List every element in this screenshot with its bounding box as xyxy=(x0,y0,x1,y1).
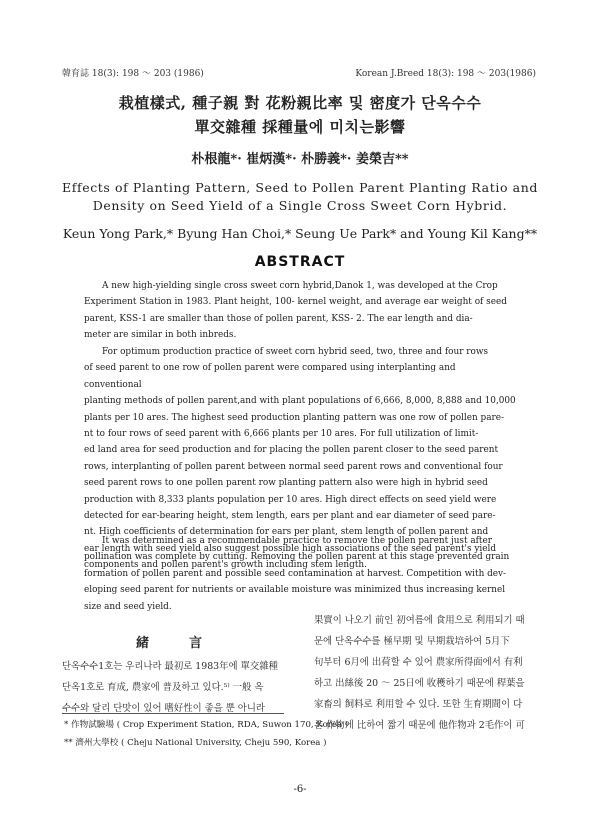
title-korean-line-1: 栽植樣式, 種子親 對 花粉親比率 및 密度가 단옥수수 xyxy=(118,94,482,112)
page-number: -6- xyxy=(293,784,307,795)
abstract-line: planting methods of pollen parent,and with plant populations of 6,666, 8,000, 8,888 and 10,000 xyxy=(84,396,516,407)
authors-korean: 朴根龍*· 崔炳漢*· 朴勝義*· 姜榮吉** xyxy=(191,152,409,167)
intro-line: 수수와 달리 단맛이 있어 嗜好性이 좋을 뿐 아니라 xyxy=(62,703,265,714)
abstract-paragraph-3 xyxy=(84,533,516,615)
abstract-line: plants per 10 ares. The highest seed production planting pattern was one row of pollen pare- xyxy=(84,412,504,423)
intro-left-column xyxy=(62,656,284,719)
abstract-heading: ABSTRACT xyxy=(254,254,346,270)
intro-line: 하고 出絲後 20 ～ 25日에 收穫하기 때문에 稈葉을 xyxy=(314,678,525,689)
abstract-line: nt. High coefficients of determination for ears per plant, stem length of pollen parent and xyxy=(84,527,489,538)
abstract-line: components and pollen parent's growth including stem length. xyxy=(84,560,367,571)
abstract-paragraph-1 xyxy=(84,278,516,344)
abstract-line: A new high-yielding single cross sweet corn hybrid,Danok 1, was developed at the Crop xyxy=(102,281,498,291)
abstract-line: size and seed yield. xyxy=(84,601,172,612)
title-english-line-1: Effects of Planting Pattern, Seed to Pollen Parent Planting Ratio and xyxy=(62,180,538,195)
abstract-line: ed land area for seed production and for placing the pollen parent closer to the seed parent xyxy=(84,445,499,456)
title-korean-line-2: 單交雜種 採種量에 미치는影響 xyxy=(194,118,406,136)
abstract-line: For optimum production practice of sweet corn hybrid seed, two, three and four rows xyxy=(102,347,489,357)
abstract-line: seed parent rows to one pollen parent row planting pattern also were high in hybrid seed xyxy=(84,478,488,489)
abstract-line: production with 8,333 plants population per 10 ares. High direct effects on seed yield were xyxy=(84,494,497,505)
intro-line: 果實이 나오기 前인 初여름에 食用으로 利用되기 때 xyxy=(314,615,525,626)
authors-english: Keun Yong Park,* Byung Han Choi,* Seung Ue Park* and Young Kil Kang** xyxy=(62,226,538,241)
journal-header-english: Korean J.Breed 18(3): 198 ～ 203(1986) xyxy=(355,69,536,79)
title-english-line-2: Density on Seed Yield of a Single Cross Sweet Corn Hybrid. xyxy=(92,198,508,213)
abstract-line: rows, interplanting of pollen parent between normal seed parent rows and conventional four xyxy=(84,461,503,472)
abstract-line: pollination was complete by cutting. Removing the pollen parent at this stage prevented grain xyxy=(84,552,510,563)
abstract-line: Experiment Station in 1983. Plant height, 100- kernel weight, and average ear weight of seed xyxy=(84,297,507,308)
intro-line: 문에 단옥수수를 極早期 및 早期栽培하여 5月下 xyxy=(314,636,510,647)
journal-header-korean: 韓育誌 18(3): 198 ～ 203 (1986) xyxy=(62,69,204,79)
intro-line: 家畜의 飼料로 利用할 수 있다. 또한 生育期間이 다 xyxy=(314,699,523,710)
abstract-line: It was determined as a recommendable practice to remove the pollen parent just after xyxy=(102,536,492,546)
intro-line: 른 作物에 比하여 짧기 때문에 他作物과 2毛作이 可 xyxy=(314,720,525,731)
abstract-line: formation of pollen parent and possible seed contamination at harvest. Competition with dev- xyxy=(84,568,507,579)
footnote-affiliation-1: * 作物試驗場 ( Crop Experiment Station, RDA, Suwon 170, Korea ) xyxy=(64,720,349,730)
abstract-line: nt to four rows of seed parent with 6,666 plants per 10 ares. For full utilization of limit- xyxy=(84,429,479,440)
abstract-line: of seed parent to one row of pollen parent were compared using interplanting and conventional xyxy=(84,363,456,390)
intro-line: 단옥1호로 育成, 農家에 普及하고 있다.⁵⁾ 一般 옥 xyxy=(62,682,264,693)
abstract-line: eloping seed parent for nutrients or available moisture was minimized thus increasing kernel xyxy=(84,585,506,596)
intro-line: 단옥수수1호는 우리나라 最初로 1983年에 單交雜種 xyxy=(62,661,279,672)
footnote-divider xyxy=(62,713,284,714)
abstract-line: ear length with seed yield also suggest possible high associations of the seed parent's yield xyxy=(84,543,496,554)
intro-line: 旬부터 6月에 出荷할 수 있어 農家所得面에서 有利 xyxy=(314,657,523,668)
footnote-affiliation-2: ** 濟州大學校 ( Cheju National University, Cheju 590, Korea ) xyxy=(64,738,327,748)
abstract-line: meter are similar in both inbreds. xyxy=(84,330,237,341)
abstract-line: parent, KSS-1 are smaller than those of pollen parent, KSS- 2. The ear length and dia- xyxy=(84,313,473,324)
abstract-line: detected for ear-bearing height, stem length, ears per plant and ear diameter of seed pare- xyxy=(84,511,496,522)
section-heading-introduction: 緒言 xyxy=(135,636,242,651)
